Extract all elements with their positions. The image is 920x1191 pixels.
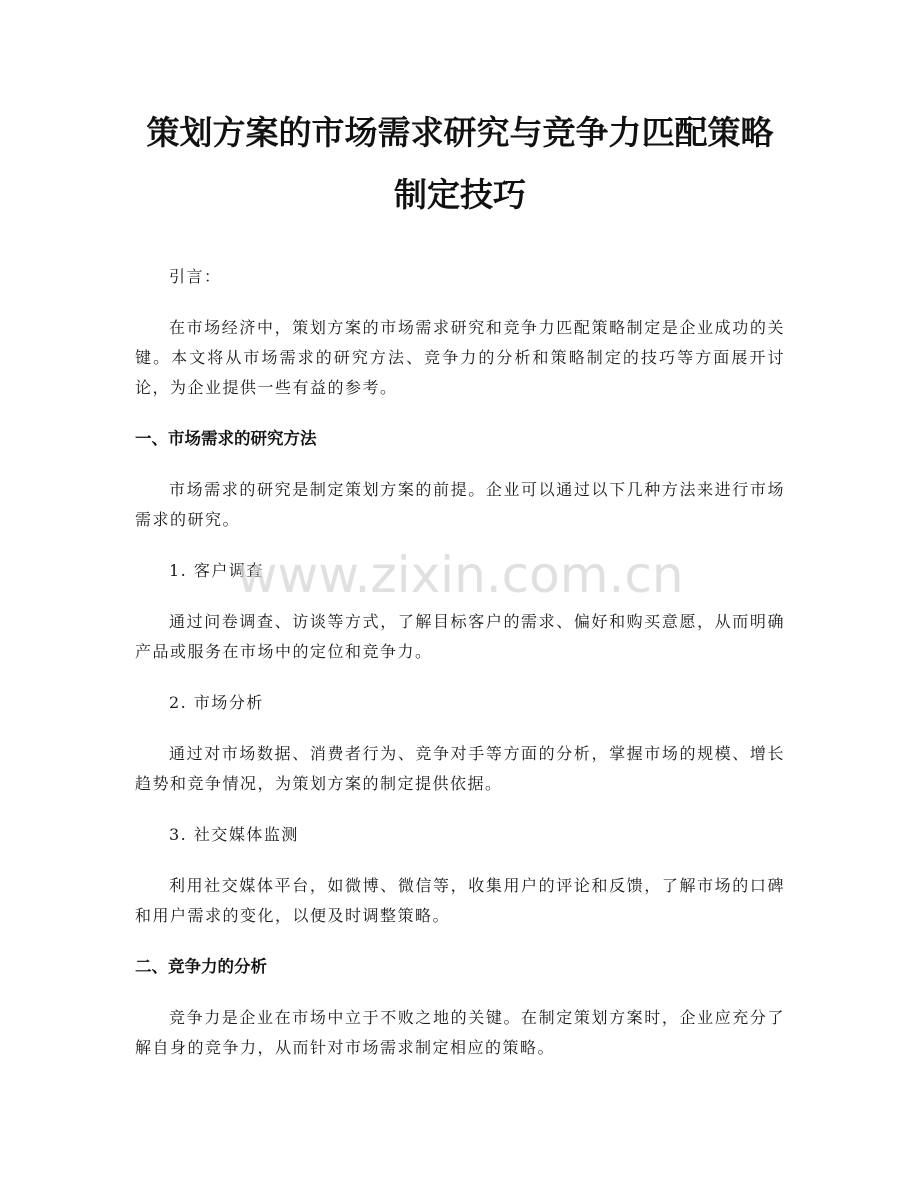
list-item-label-customer-survey: 1. 客户调查 <box>169 561 264 580</box>
document-title: 策划方案的市场需求研究与竞争力匹配策略制定技巧 <box>146 113 774 214</box>
list-item-label-market-analysis: 2. 市场分析 <box>169 693 264 712</box>
intro-paragraph: 在市场经济中，策划方案的市场需求研究和竞争力匹配策略制定是企业成功的关键。本文将从市场需求的研究方法、竞争力的分析和策略制定的技巧等方面展开讨论，为企业提供一些有益的参考。 <box>135 318 785 397</box>
section-paragraph-competitiveness: 竞争力是企业在市场中立于不败之地的关键。在制定策划方案时，企业应充分了解自身的竞争力，从而针对市场需求制定相应的策略。 <box>135 1008 785 1057</box>
document-body <box>135 262 785 1063</box>
section-paragraph-research-methods: 市场需求的研究是制定策划方案的前提。企业可以通过以下几种方法来进行市场需求的研究。 <box>135 480 785 529</box>
list-item-text-social-monitoring: 利用社交媒体平台，如微博、微信等，收集用户的评论和反馈，了解市场的口碑和用户需求的变化，以便及时调整策略。 <box>135 876 785 925</box>
list-item-text-customer-survey: 通过问卷调查、访谈等方式，了解目标客户的需求、偏好和购买意愿，从而明确产品或服务在市场中的定位和竞争力。 <box>135 612 785 661</box>
section-heading-research-methods: 一、市场需求的研究方法 <box>135 429 317 448</box>
intro-label: 引言： <box>169 267 222 286</box>
list-item-label-social-monitoring: 3. 社交媒体监测 <box>169 825 299 844</box>
section-heading-competitiveness: 二、竞争力的分析 <box>135 957 267 976</box>
list-item-text-market-analysis: 通过对市场数据、消费者行为、竞争对手等方面的分析，掌握市场的规模、增长趋势和竞争情况，为策划方案的制定提供依据。 <box>135 744 785 793</box>
watermark: www.zixin.com.cn <box>236 546 684 604</box>
